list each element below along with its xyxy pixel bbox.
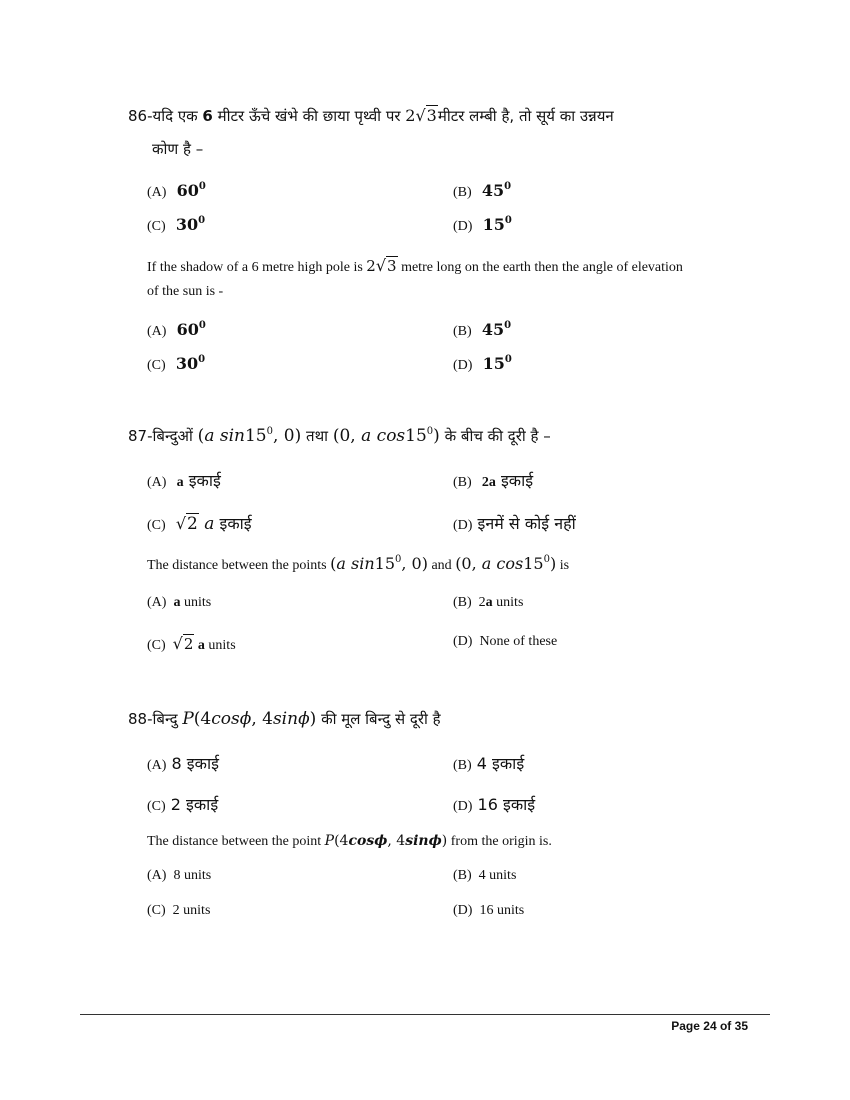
option-d: (D) $15^0$ <box>453 354 512 373</box>
option-d: (D) $15^0$ <box>453 215 512 234</box>
option-c: (C) $30^0$ <box>147 215 206 234</box>
option-d: (D) 16 इकाई <box>453 795 536 814</box>
option-a: (A) $60^0$ <box>147 181 206 200</box>
option-a: (A) 8 इकाई <box>147 754 219 773</box>
q86-hindi-line2: कोण है – <box>152 140 204 158</box>
option-c: (C) $30^0$ <box>147 354 206 373</box>
option-c: (C) 2 units <box>147 903 211 918</box>
option-b: (B) 2a इकाई <box>453 471 534 490</box>
q88-english-line: The distance between the point P(4cosϕ, 4sinϕ) from the origin is. <box>147 833 552 849</box>
option-a: (A) a इकाई <box>147 471 221 490</box>
math-expression: 2√3 <box>405 106 437 125</box>
question-number: 88- <box>128 710 153 728</box>
option-b: (B) 2a units <box>453 595 524 610</box>
footer-divider <box>80 1014 770 1015</box>
option-c: (C) √2 a इकाई <box>147 514 252 534</box>
page-number: Page 24 of 35 <box>671 1019 748 1033</box>
option-a: (A) 8 units <box>147 868 212 883</box>
option-b: (B) $45^0$ <box>453 181 512 200</box>
q88-hindi-line: 88-बिन्दु P(4cosϕ, 4sinϕ) की मूल बिन्दु से दूरी है <box>128 709 441 729</box>
q86-english-line1: If the shadow of a 6 metre high pole is 2√3 metre long on the earth then the angle of elevation <box>147 256 683 275</box>
option-b: (B) $45^0$ <box>453 320 512 339</box>
option-c: (C) √2 a units <box>147 634 236 653</box>
question-number: 86- <box>128 107 153 125</box>
option-b: (B) 4 इकाई <box>453 754 525 773</box>
option-d: (D) 16 units <box>453 903 525 918</box>
q87-english-line: The distance between the points (a $\sin 15^0$, 0) and (0, a $\cos 15^0$) is <box>147 554 570 573</box>
q86-english-line2: of the sun is - <box>147 284 224 299</box>
q87-hindi-line: 87-बिन्दुओं (a $\sin 15^0$, 0) तथा (0, a $\cos 15^0$) के बीच की दूरी है – <box>128 426 551 446</box>
option-b: (B) 4 units <box>453 868 517 883</box>
option-d: (D) इनमें से कोई नहीं <box>453 514 576 533</box>
option-c: (C) 2 इकाई <box>147 795 219 814</box>
option-a: (A) a units <box>147 595 212 610</box>
option-a: (A) $60^0$ <box>147 320 206 339</box>
option-d: (D) None of these <box>453 634 558 649</box>
question-number: 87- <box>128 427 153 445</box>
q86-hindi-line1: 86-यदि एक 6 मीटर ऊँचे खंभे की छाया पृथ्वी पर 2√3मीटर लम्बी है, तो सूर्य का उन्नयन <box>128 106 614 125</box>
